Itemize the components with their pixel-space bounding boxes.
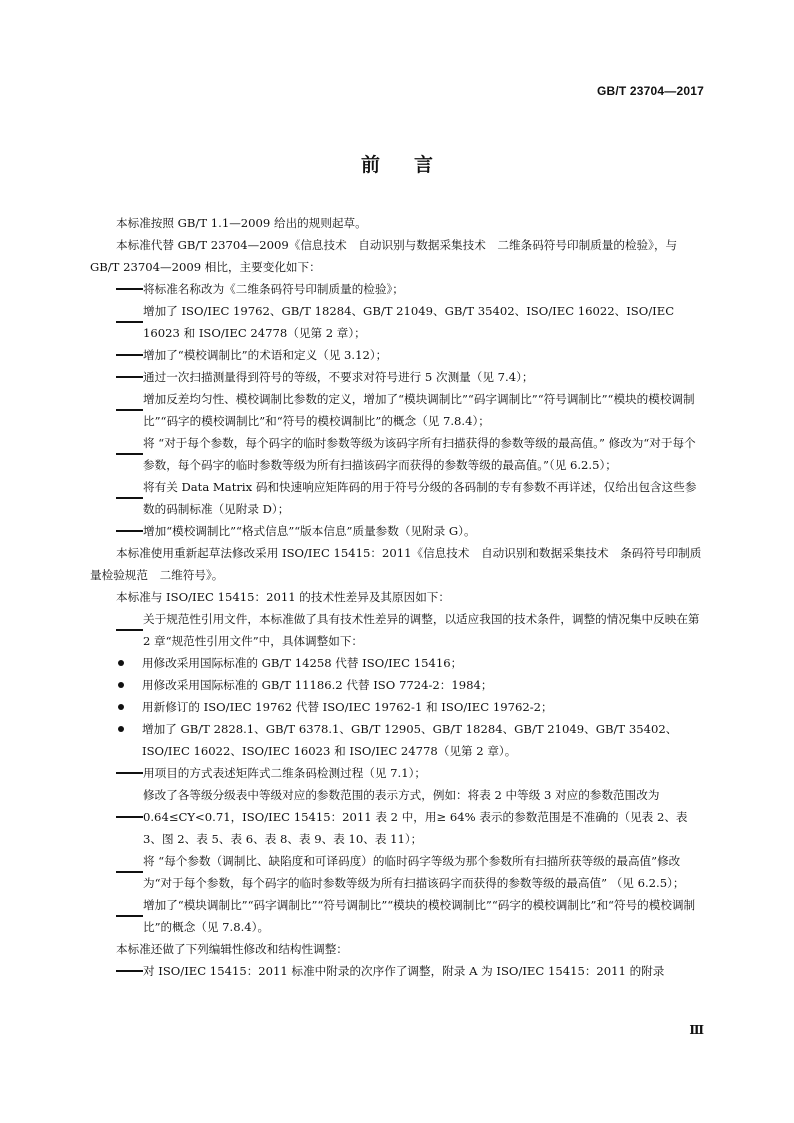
- dash-list-item: [90, 520, 706, 542]
- list-item-text: 将标准名称改为《二维条码符号印制质量的检验》；: [143, 282, 404, 296]
- dash-list-item: [90, 762, 706, 784]
- em-dash-marker: [90, 960, 143, 982]
- em-dash-marker: [90, 784, 143, 850]
- list-item-text: 关于规范性引用文件，本标准做了具有技术性差异的调整，以适应我国的技术条件，调整的情况集中反映在第 2 章“规范性引用文件”中，具体调整如下：: [143, 612, 700, 648]
- body-paragraph: 本标准使用重新起草法修改采用 ISO/IEC 15415：2011《信息技术 自动识别和数据采集技术 条码符号印制质量检验规范 二维符号》。: [90, 546, 702, 582]
- dash-list-item: [90, 894, 706, 938]
- bullet-icon: [90, 718, 142, 762]
- em-dash-marker: [90, 366, 143, 388]
- em-dash-marker: [90, 520, 143, 542]
- standard-number: GB/T 23704—2017: [596, 84, 704, 98]
- bullet-icon: [90, 696, 142, 718]
- list-item-text: 增加了“模校调制比”的术语和定义（见 3.12）；: [143, 348, 388, 362]
- em-dash-marker: [90, 300, 143, 344]
- dash-list-item: [90, 366, 706, 388]
- bullet-icon: [90, 674, 142, 696]
- dash-list-item: [90, 784, 706, 850]
- document-body: [90, 212, 706, 982]
- list-item-text: 用修改采用国际标准的 GB/T 11186.2 代替 ISO 7724-2：1984；: [142, 678, 493, 692]
- dash-list-item: [90, 344, 706, 366]
- body-paragraph: 本标准按照 GB/T 1.1—2009 给出的规则起草。: [116, 216, 367, 230]
- bullet-list-item: [90, 696, 706, 718]
- list-item-text: 对 ISO/IEC 15415：2011 标准中附录的次序作了调整，附录 A 为 ISO/IEC 15415：2011 的附录: [143, 964, 665, 978]
- body-paragraph: 本标准与 ISO/IEC 15415：2011 的技术性差异及其原因如下：: [116, 590, 450, 604]
- em-dash-marker: [90, 388, 143, 432]
- dash-list-item: [90, 300, 706, 344]
- list-item-text: 将 “对于每个参数，每个码字的临时参数等级为该码字所有扫描获得的参数等级的最高值。” 修改为“对于每个参数，每个码字的临时参数等级为所有扫描该码字而获得的参数等级的最高值。”（见 6.2.5）；: [143, 436, 696, 472]
- bullet-list-item: [90, 718, 706, 762]
- list-item-text: 通过一次扫描测量得到符号的等级，不要求对符号进行 5 次测量（见 7.4）；: [143, 370, 534, 384]
- list-item-text: 增加了 GB/T 2828.1、GB/T 6378.1、GB/T 12905、GB/T 18284、GB/T 21049、GB/T 35402、ISO/IEC 16022、ISO/IEC 16023 和 ISO/IEC 24778（见第 2 章）。: [142, 722, 678, 758]
- bullet-icon: [90, 652, 142, 674]
- body-paragraph: 本标准代替 GB/T 23704—2009《信息技术 自动识别与数据采集技术 二维条码符号印制质量的检验》，与 GB/T 23704—2009 相比，主要变化如下：: [90, 238, 678, 274]
- body-paragraph: 本标准还做了下列编辑性修改和结构性调整：: [116, 942, 348, 956]
- em-dash-marker: [90, 476, 143, 520]
- em-dash-marker: [90, 850, 143, 894]
- bullet-list-item: [90, 652, 706, 674]
- dash-list-item: [90, 432, 706, 476]
- em-dash-marker: [90, 432, 143, 476]
- em-dash-marker: [90, 278, 143, 300]
- list-item-text: 用新修订的 ISO/IEC 19762 代替 ISO/IEC 19762-1 和 ISO/IEC 19762-2；: [142, 700, 553, 714]
- list-item-text: 增加了“模块调制比”“码字调制比”“符号调制比”“模块的模校调制比”“码字的模校调制比”和“符号的模校调制比”的概念（见 7.8.4）。: [143, 898, 696, 934]
- dash-list-item: [90, 960, 706, 982]
- page-number: Ⅲ: [689, 1023, 704, 1037]
- page-title: 前言: [360, 154, 467, 176]
- em-dash-marker: [90, 608, 143, 652]
- list-item-text: 用项目的方式表述矩阵式二维条码检测过程（见 7.1）；: [143, 766, 426, 780]
- em-dash-marker: [90, 894, 143, 938]
- list-item-text: 增加反差均匀性、模校调制比参数的定义，增加了“模块调制比”“码字调制比”“符号调制比”“模块的模校调制比”“码字的模校调制比”和“符号的模校调制比”的概念（见 7.8.4）；: [143, 392, 695, 428]
- dash-list-item: [90, 388, 706, 432]
- list-item-text: 将 “每个参数（调制比、缺陷度和可译码度）的临时码字等级为那个参数所有扫描所获等级的最高值”修改为“对于每个参数，每个码字的临时参数等级为所有扫描该码字而获得的参数等级的最高值” （见 6.2.5）；: [143, 854, 685, 890]
- dash-list-item: [90, 608, 706, 652]
- list-item-text: 将有关 Data Matrix 码和快速响应矩阵码的用于符号分级的各码制的专有参数不再详述，仅给出包含这些参数的码制标准（见附录 D）；: [143, 480, 697, 516]
- bullet-list-item: [90, 674, 706, 696]
- list-item-text: 用修改采用国际标准的 GB/T 14258 代替 ISO/IEC 15416；: [142, 656, 463, 670]
- em-dash-marker: [90, 344, 143, 366]
- list-item-text: 增加了 ISO/IEC 19762、GB/T 18284、GB/T 21049、GB/T 35402、ISO/IEC 16022、ISO/IEC 16023 和 ISO/IEC 24778（见第 2 章）；: [143, 304, 675, 340]
- list-item-text: 增加“模校调制比”“格式信息”“版本信息”质量参数（见附录 G）。: [143, 524, 476, 538]
- dash-list-item: [90, 850, 706, 894]
- dash-list-item: [90, 278, 706, 300]
- em-dash-marker: [90, 762, 143, 784]
- dash-list-item: [90, 476, 706, 520]
- list-item-text: 修改了各等级分级表中等级对应的参数范围的表示方式，例如：将表 2 中等级 3 对应的参数范围改为 0.64≤CY<0.71，ISO/IEC 15415：2011 表 2 中，用≥ 64% 表示的参数范围是不准确的（见表 2、表 3、图 2、表 5、表 6、表 8、表 9、表 10、表 11）；: [143, 788, 688, 846]
